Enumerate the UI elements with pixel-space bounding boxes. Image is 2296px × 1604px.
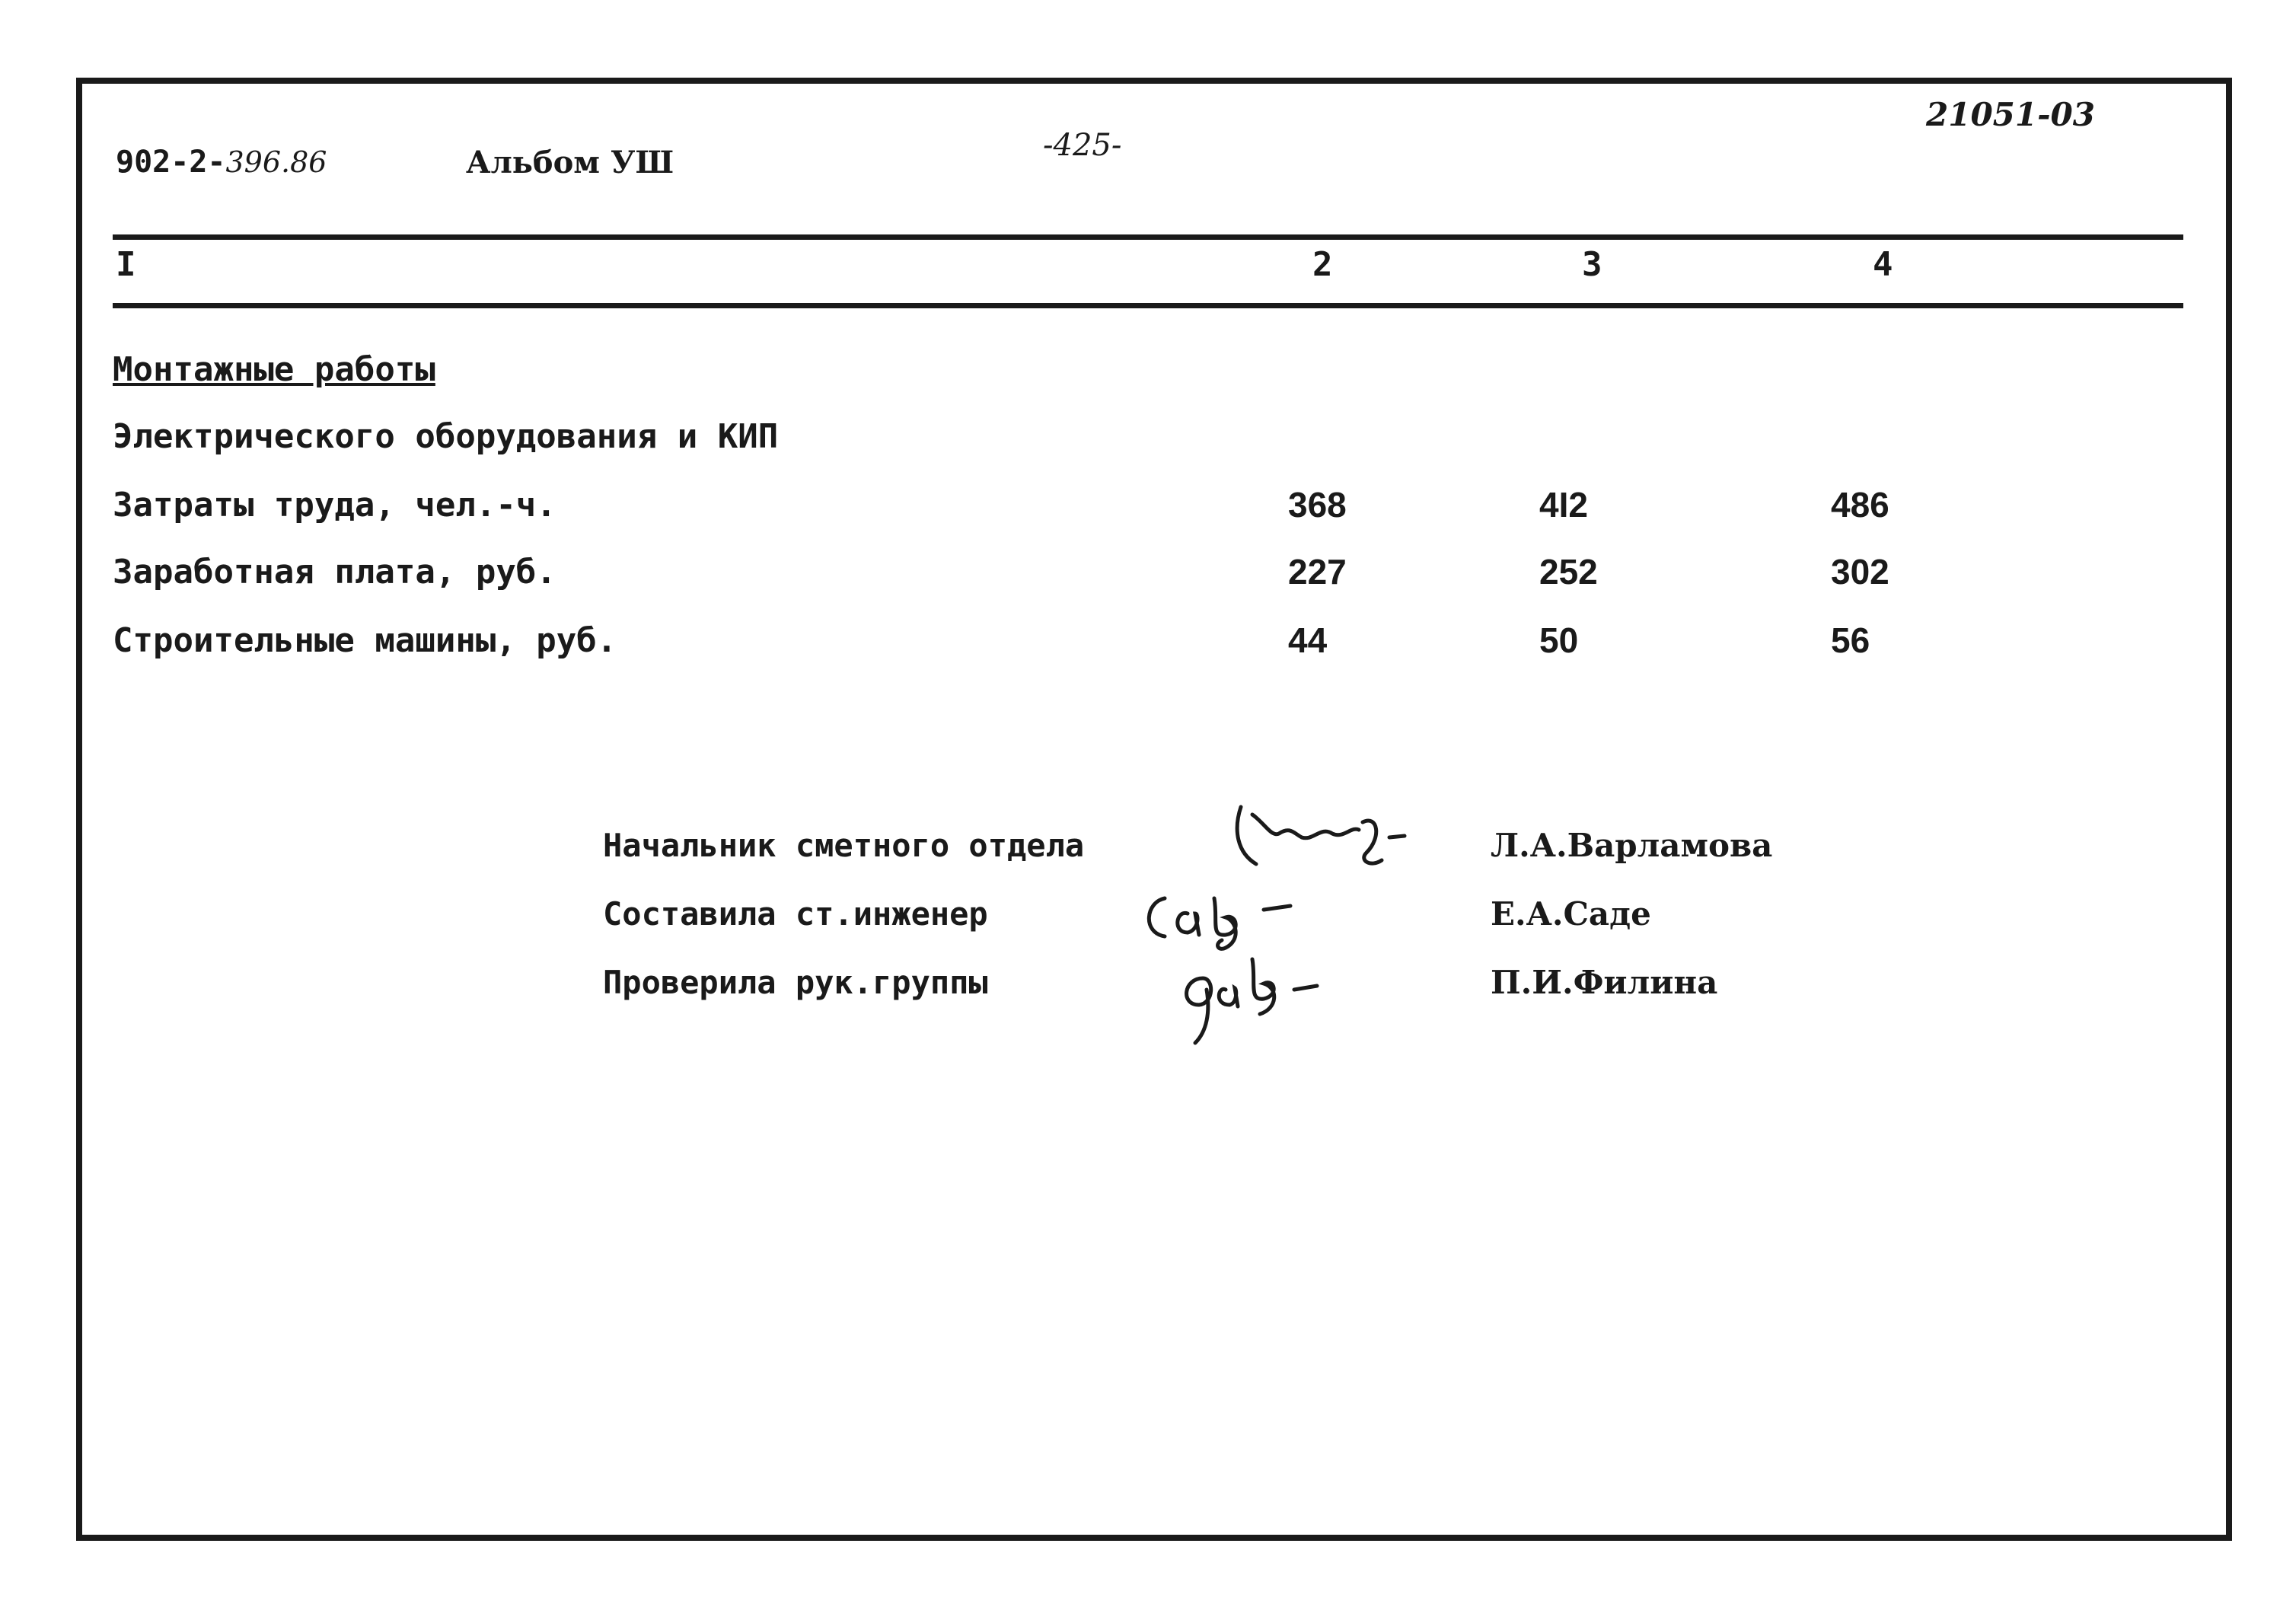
- page-number: -425-: [1043, 128, 1122, 163]
- row-label-machines: Строительные машины, руб.: [113, 621, 617, 660]
- document-code: [116, 145, 327, 180]
- column-number-4: 4: [1873, 245, 1893, 284]
- signature-name-head: Л.А.Варламова: [1491, 827, 1773, 864]
- cell-machines-col2: 44: [1288, 620, 1328, 660]
- cell-labor-col4: 486: [1831, 485, 1889, 525]
- handwritten-signature-1: [1218, 792, 1416, 875]
- column-number-2: 2: [1312, 245, 1333, 284]
- table-top-rule: [113, 234, 2183, 240]
- document-code-handwritten: 396.86: [225, 145, 327, 179]
- table-header-rule: [113, 303, 2183, 308]
- signature-name-checker: П.И.Филина: [1491, 964, 1718, 1001]
- page-frame: [76, 78, 2232, 1541]
- signature-role-checker: Проверила рук.группы: [603, 964, 988, 1001]
- inventory-number: 21051-03: [1926, 96, 2095, 133]
- row-label-labor: Затраты труда, чел.-ч.: [113, 486, 556, 525]
- row-label-wages: Заработная плата, руб.: [113, 553, 556, 592]
- cell-labor-col3: 4I2: [1539, 485, 1588, 525]
- signature-role-engineer: Составила ст.инженер: [603, 895, 988, 933]
- cell-wages-col3: 252: [1539, 552, 1598, 592]
- section-title: Монтажные работы: [113, 350, 435, 389]
- signature-role-head: Начальник сметного отдела: [603, 827, 1085, 864]
- cell-machines-col4: 56: [1831, 620, 1870, 660]
- cell-labor-col2: 368: [1288, 485, 1347, 525]
- section-subtitle: Электрического оборудования и КИП: [113, 417, 779, 456]
- cell-machines-col3: 50: [1539, 620, 1579, 660]
- column-number-3: 3: [1582, 245, 1602, 284]
- document-code-prefix: 902-2-: [116, 145, 226, 180]
- cell-wages-col2: 227: [1288, 552, 1347, 592]
- handwritten-signature-3: [1165, 944, 1363, 1051]
- column-number-1: I: [116, 245, 136, 284]
- signature-name-engineer: Е.А.Саде: [1491, 895, 1651, 933]
- album-label: Альбом УШ: [466, 145, 674, 180]
- cell-wages-col4: 302: [1831, 552, 1889, 592]
